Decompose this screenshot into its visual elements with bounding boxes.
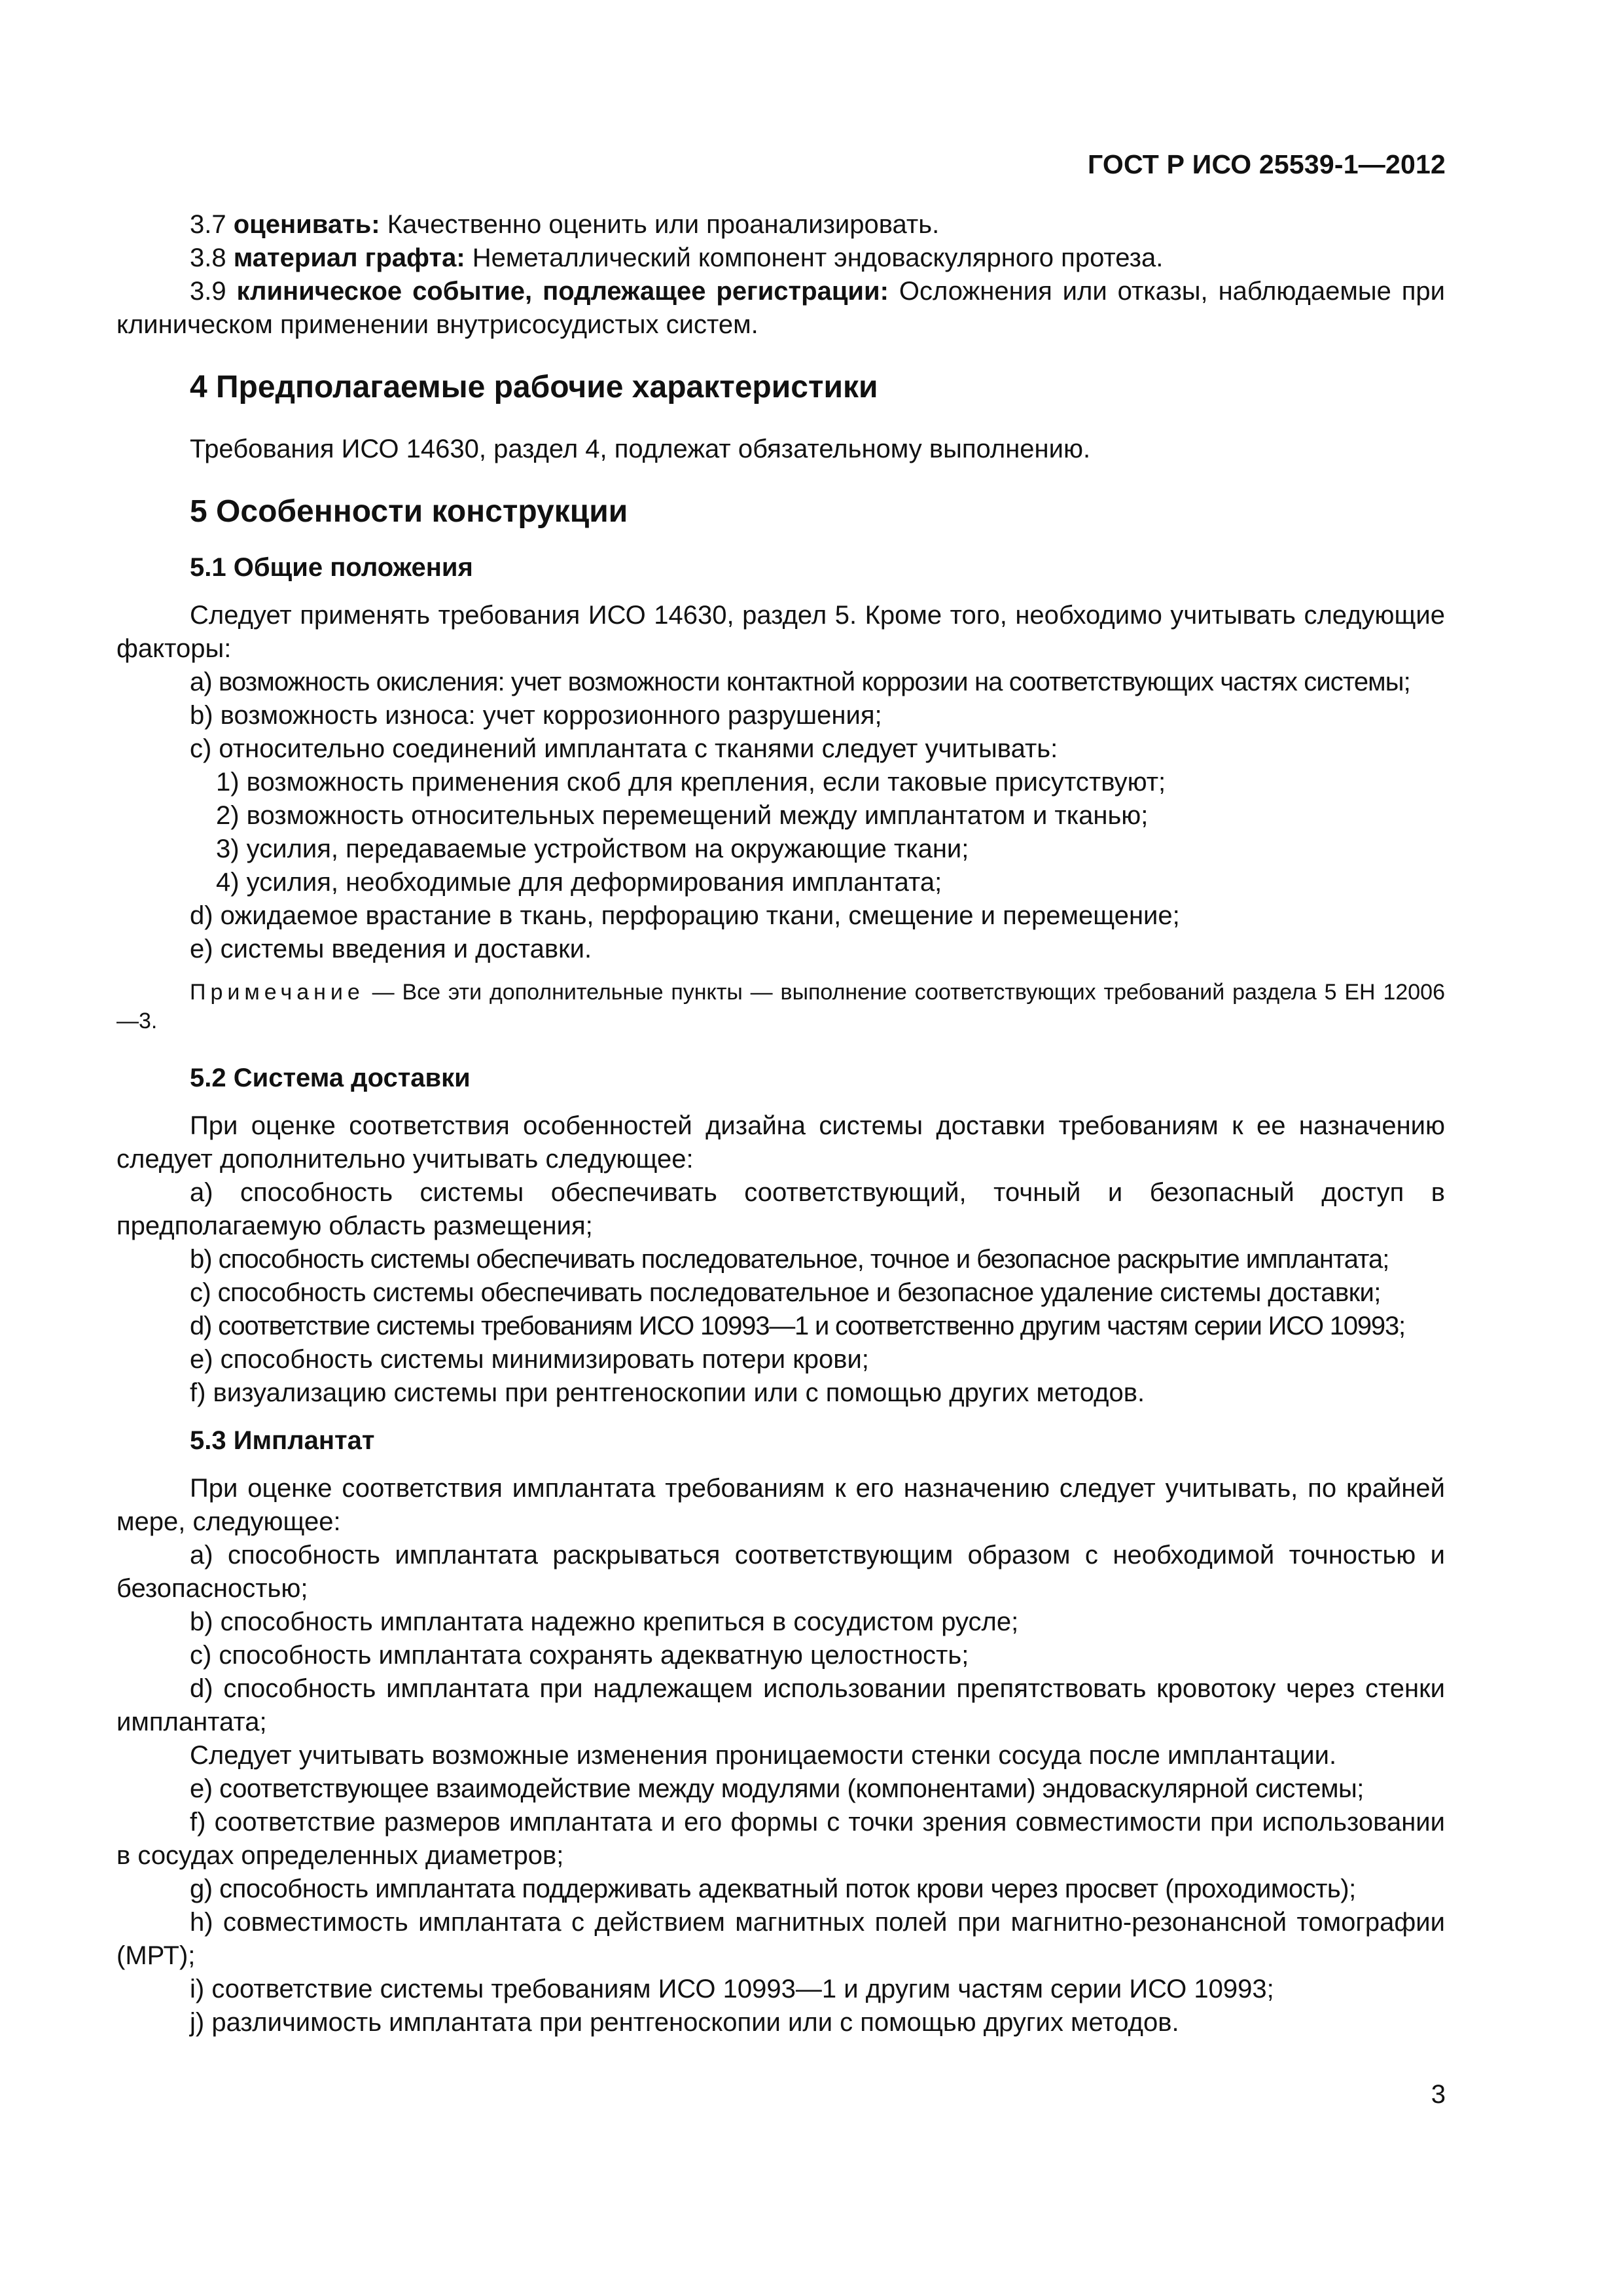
definition-number: 3.8 <box>190 243 226 272</box>
definition-term: клиническое событие, подлежащее регистрации: <box>236 277 889 306</box>
document-code-header: ГОСТ Р ИСО 25539-1—2012 <box>1088 149 1446 179</box>
list-item: i) соответствие системы требованиям ИСО 10993—1 и другим частям серии ИСО 10993; <box>190 1975 1274 2003</box>
list-item: f) соответствие размеров имплантата и его формы с точки зрения совместимости при использовании в сосудах определенных диаметров; <box>116 1808 1445 1870</box>
list-item: h) совместимость имплантата с действием магнитных полей при магнитно-резонансной томографии (МРТ); <box>116 1908 1445 1970</box>
page-number: 3 <box>1431 2080 1446 2109</box>
definition-term: материал графта: <box>233 243 465 272</box>
list-item: a) возможность окисления: учет возможности контактной коррозии на соответствующих частях системы; <box>190 668 1410 696</box>
definition-number: 3.7 <box>190 210 226 239</box>
list-item: e) соответствующее взаимодействие между модулями (компонентами) эндоваскулярной системы; <box>190 1774 1364 1803</box>
section-5-2-heading: 5.2 Система доставки <box>190 1064 471 1092</box>
list-item: j) различимость имплантата при рентгеноскопии или с помощью других методов. <box>190 2008 1179 2037</box>
sub-list-item: 1) возможность применения скоб для крепления, если таковые присутствуют; <box>216 768 1166 797</box>
definition-text: Неметаллический компонент эндоваскулярного протеза. <box>472 243 1164 272</box>
list-item: f) визуализацию системы при рентгеноскопии или с помощью других методов. <box>190 1378 1145 1407</box>
list-item: b) способность системы обеспечивать последовательное, точное и безопасное раскрытие имплантата; <box>190 1245 1389 1274</box>
definition-number: 3.9 <box>190 277 226 306</box>
note-text: — Все эти дополнительные пункты — выполнение соответствующих требований раздела 5 ЕН 12006—3. <box>116 980 1445 1033</box>
list-item: c) относительно соединений имплантата с тканями следует учитывать: <box>190 734 1058 763</box>
list-item: d) соответствие системы требованиям ИСО 10993—1 и соответственно другим частям серии ИСО 10993; <box>190 1312 1405 1340</box>
definition-text: Осложнения или отказы, наблюдаемые при клиническом применении внутрисосудистых систем. <box>116 277 1445 339</box>
list-item: a) способность имплантата раскрываться соответствующим образом с необходимой точностью и безопасностью; <box>116 1541 1445 1603</box>
definition-3-9 <box>116 275 1445 342</box>
list-item: g) способность имплантата поддерживать адекватный поток крови через просвет (проходимость); <box>190 1874 1356 1903</box>
section-5-1-note <box>116 978 1445 1035</box>
section-4-heading: 4 Предполагаемые рабочие характеристики <box>190 370 878 404</box>
section-5-1-heading: 5.1 Общие положения <box>190 553 473 582</box>
section-5-heading: 5 Особенности конструкции <box>190 494 628 529</box>
sub-list-item: 2) возможность относительных перемещений между имплантатом и тканью; <box>216 801 1149 830</box>
list-item: d) ожидаемое врастание в ткань, перфорацию ткани, смещение и перемещение; <box>190 901 1180 930</box>
section-5-2-intro: При оценке соответствия особенностей дизайна системы доставки требованиям к ее назначению следует дополнительно учитывать следующее: <box>116 1111 1445 1174</box>
sub-list-item: 3) усилия, передаваемые устройством на окружающие ткани; <box>216 834 969 863</box>
note-label: Примечание <box>190 980 365 1005</box>
list-item: a) способность системы обеспечивать соответствующий, точный и безопасный доступ в предполагаемую область размещения; <box>116 1178 1445 1240</box>
definition-text: Качественно оценить или проанализировать. <box>387 210 940 239</box>
section-4-text: Требования ИСО 14630, раздел 4, подлежат обязательному выполнению. <box>190 435 1091 463</box>
definition-term: оценивать: <box>233 210 380 239</box>
paragraph: Следует учитывать возможные изменения проницаемости стенки сосуда после имплантации. <box>190 1741 1337 1770</box>
page-content <box>116 208 1445 2039</box>
sub-list-item: 4) усилия, необходимые для деформирования имплантата; <box>216 868 942 897</box>
section-5-3-heading: 5.3 Имплантат <box>190 1426 375 1455</box>
list-item: c) способность имплантата сохранять адекватную целостность; <box>190 1641 969 1670</box>
definition-3-8 <box>116 242 1445 275</box>
section-5-3-intro: При оценке соответствия имплантата требованиям к его назначению следует учитывать, по крайней мере, следующее: <box>116 1474 1445 1536</box>
list-item: e) системы введения и доставки. <box>190 935 592 963</box>
list-item: d) способность имплантата при надлежащем использовании препятствовать кровотоку через стенки имплантата; <box>116 1674 1445 1736</box>
list-item: b) возможность износа: учет коррозионного разрушения; <box>190 701 882 730</box>
list-item: b) способность имплантата надежно крепиться в сосудистом русле; <box>190 1607 1019 1636</box>
definition-3-7 <box>116 208 1445 242</box>
section-5-1-intro: Следует применять требования ИСО 14630, раздел 5. Кроме того, необходимо учитывать следующие факторы: <box>116 601 1445 663</box>
list-item: e) способность системы минимизировать потери крови; <box>190 1345 869 1374</box>
list-item: c) способность системы обеспечивать последовательное и безопасное удаление системы доставки; <box>190 1278 1381 1307</box>
